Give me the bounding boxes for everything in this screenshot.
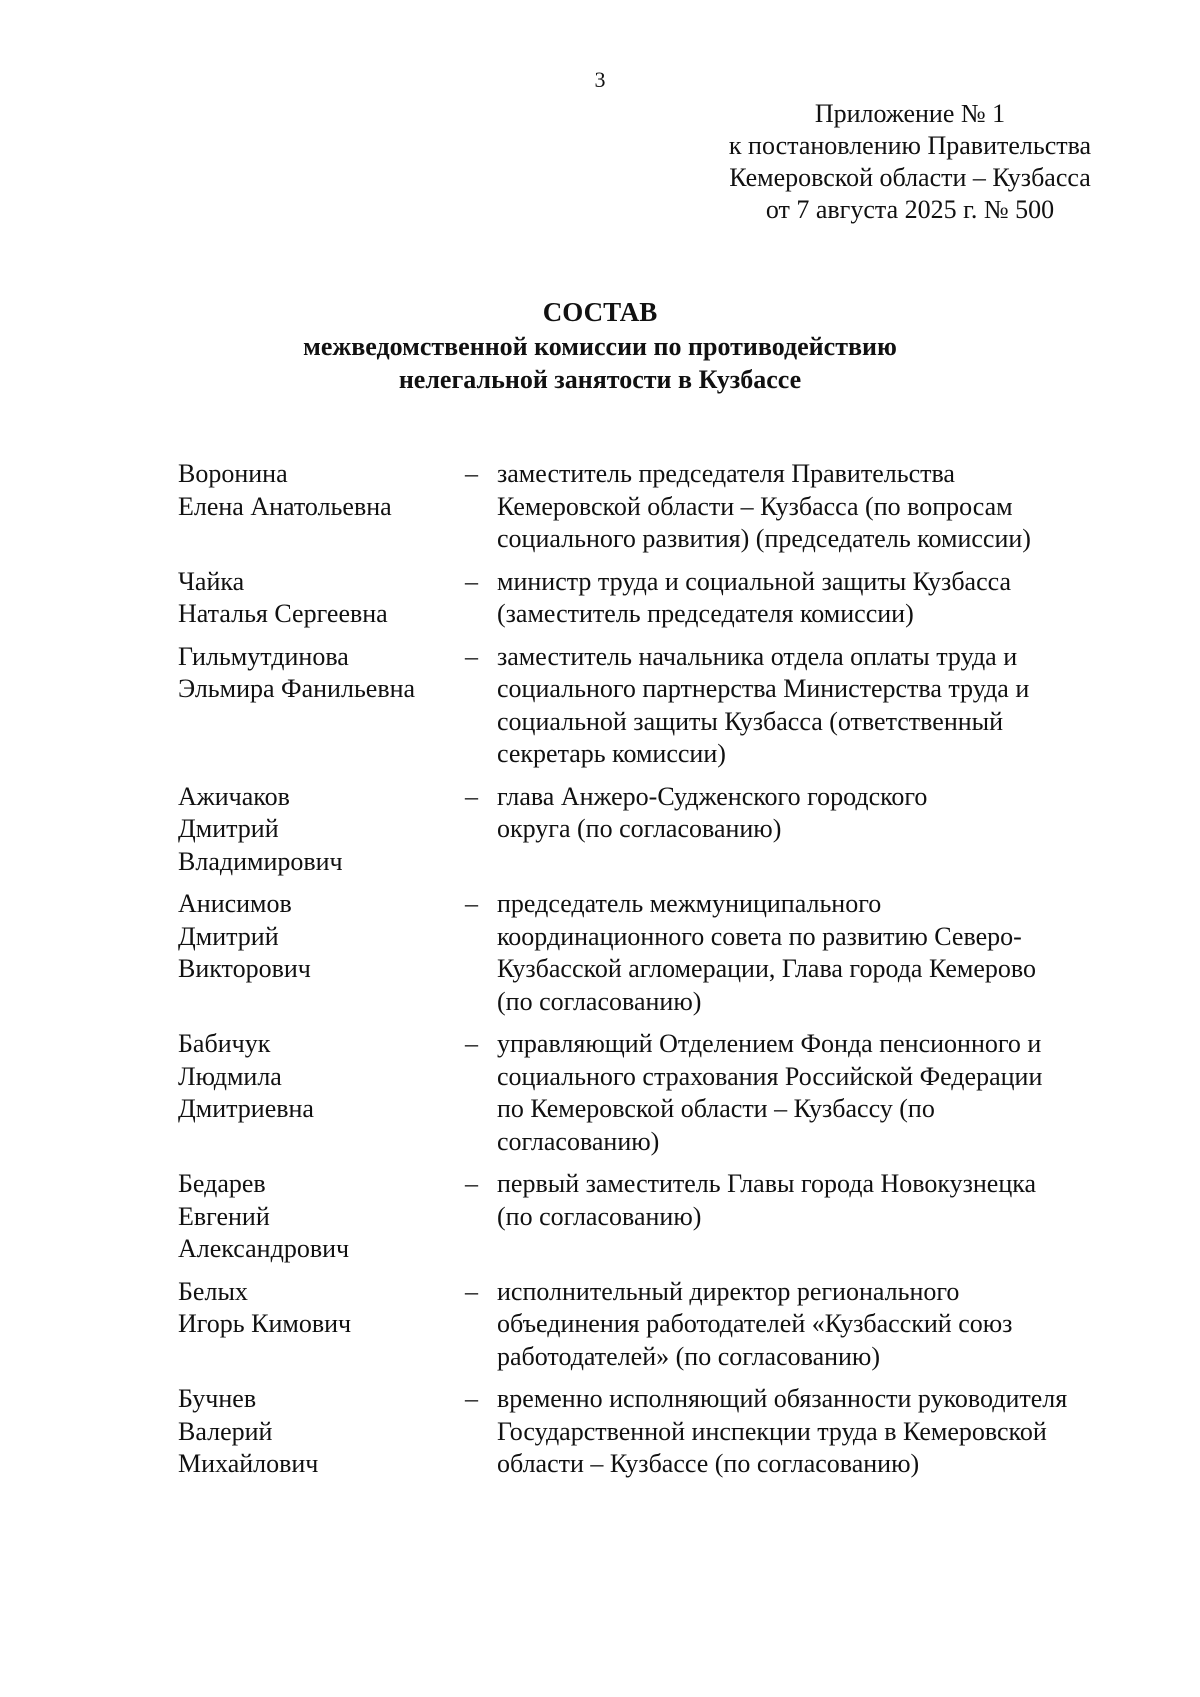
member-role: [497, 888, 1127, 1018]
member-name-line: Гильмутдинова: [178, 641, 349, 671]
member-name-line: Людмила: [178, 1061, 282, 1091]
member-role-line: округа (по согласованию): [497, 814, 782, 843]
member-role-line: Кузбасской агломерации, Глава города Кемерово: [497, 954, 1036, 983]
member-role-line: социальной защиты Кузбасса (ответственный: [497, 706, 1004, 736]
member-dash: –: [465, 1029, 478, 1058]
member-role-line: области – Кузбассе (по согласованию): [497, 1449, 920, 1478]
member-row: [178, 641, 1158, 771]
member-role-line: первый заместитель Главы города Новокузнецка: [497, 1169, 1037, 1198]
member-name-line: Бучнев: [178, 1384, 257, 1413]
member-role: [497, 1383, 1127, 1481]
title-main: СОСТАВ: [542, 297, 658, 327]
members-list: [178, 458, 1158, 1491]
member-role-line: (заместитель председателя комиссии): [497, 599, 914, 628]
appendix-header: [680, 98, 1140, 226]
member-name-line: Ажичаков: [178, 781, 290, 811]
member-name-line: Елена Анатольевна: [178, 491, 392, 521]
member-name: [178, 1383, 465, 1481]
member-role-line: работодателей» (по согласованию): [497, 1341, 881, 1371]
member-name-line: Бабичук: [178, 1029, 271, 1058]
member-row: [178, 1276, 1158, 1374]
member-name-line: Игорь Кимович: [178, 1309, 352, 1338]
appendix-line: Приложение № 1: [814, 99, 1006, 128]
member-role: [497, 1276, 1127, 1374]
member-name: [178, 1276, 465, 1341]
member-role-line: временно исполняющий обязанности руководителя: [497, 1384, 1068, 1413]
member-dash: –: [465, 1384, 478, 1413]
member-name-line: Валерий: [178, 1416, 273, 1446]
member-dash: –: [465, 1169, 478, 1198]
member-name-line: Владимирович: [178, 846, 343, 876]
member-name-line: Александрович: [178, 1234, 350, 1263]
appendix-line: к постановлению Правительства: [728, 131, 1092, 160]
member-name-line: Викторович: [178, 954, 311, 983]
member-name-line: Анисимов: [178, 889, 292, 918]
document-title: [0, 296, 1200, 396]
member-dash: –: [465, 889, 478, 918]
member-name-line: Дмитрий: [178, 921, 279, 951]
member-role-line: заместитель председателя Правительства: [497, 459, 955, 488]
member-row: [178, 888, 1158, 1018]
member-name-line: Бедарев: [178, 1169, 266, 1198]
member-name-line: Дмитриевна: [178, 1094, 314, 1123]
member-role-line: глава Анжеро-Судженского городского: [497, 781, 928, 811]
member-name: [178, 566, 465, 631]
member-dash: –: [465, 459, 478, 488]
member-name: [178, 458, 465, 523]
member-name: [178, 1168, 465, 1266]
title-line: нелегальной занятости в Кузбассе: [398, 365, 802, 394]
member-name: [178, 641, 465, 706]
member-name-line: Чайка: [178, 566, 245, 596]
member-role-line: Кемеровской области – Кузбасса (по вопросам: [497, 491, 1013, 521]
member-role-line: социального партнерства Министерства труда и: [497, 674, 1030, 703]
member-role: [497, 1168, 1127, 1233]
appendix-line: Кемеровской области – Кузбасса: [729, 163, 1091, 192]
member-name-line: Воронина: [178, 459, 288, 488]
member-name: [178, 888, 465, 986]
member-row: [178, 781, 1158, 879]
member-row: [178, 566, 1158, 631]
title-line: межведомственной комиссии по противодействию: [303, 332, 897, 361]
member-role-line: министр труда и социальной защиты Кузбасса: [497, 566, 1012, 596]
member-role-line: объединения работодателей «Кузбасский союз: [497, 1309, 1013, 1338]
member-role-line: управляющий Отделением Фонда пенсионного и: [497, 1029, 1042, 1058]
member-role-line: заместитель начальника отдела оплаты труда и: [497, 641, 1018, 671]
member-name-line: Евгений: [178, 1201, 270, 1231]
member-role: [497, 1028, 1127, 1158]
member-row: [178, 1383, 1158, 1481]
member-role: [497, 458, 1127, 556]
member-role-line: председатель межмуниципального: [497, 889, 882, 918]
member-role-line: (по согласованию): [497, 1201, 702, 1231]
member-role-line: координационного совета по развитию Северо-: [497, 921, 1022, 951]
member-name: [178, 1028, 465, 1126]
member-role-line: социального страхования Российской Федерации: [497, 1061, 1043, 1091]
member-row: [178, 1168, 1158, 1266]
page-number: 3: [594, 67, 606, 92]
member-role-line: Государственной инспекции труда в Кемеровской: [497, 1416, 1047, 1446]
member-name-line: Белых: [178, 1276, 248, 1306]
member-role-line: секретарь комиссии): [497, 739, 726, 768]
member-role-line: согласованию): [497, 1126, 660, 1156]
appendix-line: от 7 августа 2025 г. № 500: [765, 195, 1055, 224]
member-name: [178, 781, 465, 879]
member-role: [497, 781, 1127, 846]
member-name-line: Наталья Сергеевна: [178, 599, 388, 628]
member-row: [178, 1028, 1158, 1158]
member-role-line: по Кемеровской области – Кузбассу (по: [497, 1094, 935, 1123]
member-dash: –: [465, 641, 478, 671]
member-dash: –: [465, 1276, 478, 1306]
member-name-line: Эльмира Фанильевна: [178, 674, 416, 703]
member-dash: –: [465, 781, 478, 811]
member-dash: –: [465, 566, 478, 596]
member-role-line: исполнительный директор регионального: [497, 1276, 960, 1306]
member-row: [178, 458, 1158, 556]
member-role-line: социального развития) (председатель комиссии): [497, 524, 1031, 553]
member-role-line: (по согласованию): [497, 986, 702, 1016]
member-role: [497, 566, 1127, 631]
member-role: [497, 641, 1127, 771]
member-name-line: Дмитрий: [178, 814, 279, 843]
member-name-line: Михайлович: [178, 1449, 319, 1478]
